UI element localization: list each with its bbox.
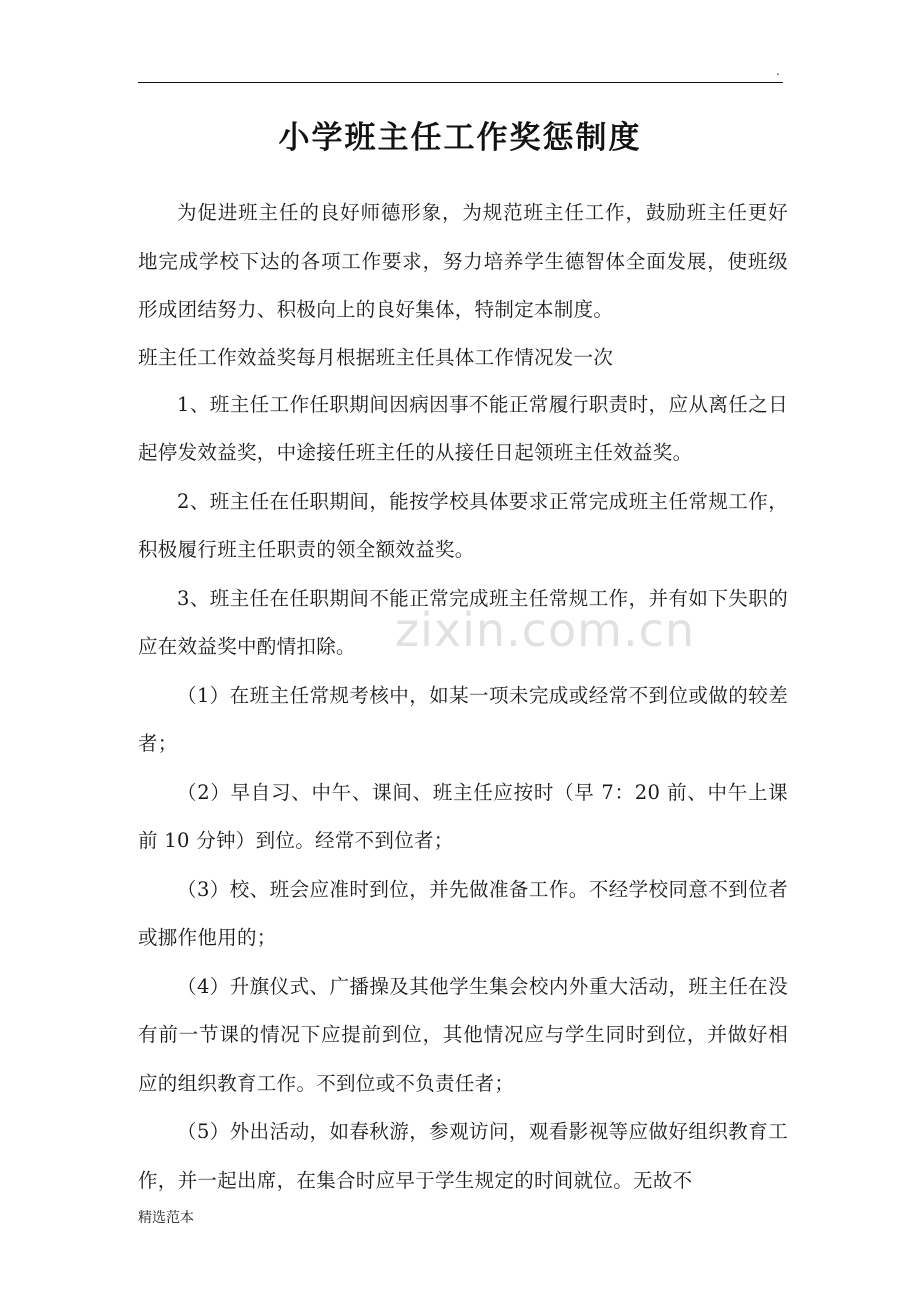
bonus-statement: 班主任工作效益奖每月根据班主任具体工作情况发一次	[138, 345, 614, 369]
item-2-paragraph: （2）早自习、中午、课间、班主任应按时（早 7：20 前、中午上课前 10 分钟）到位。经常不到位者；	[138, 780, 788, 852]
rule-3-paragraph: 3、班主任在任职期间不能正常完成班主任常规工作，并有如下失职的应在效益奖中酌情扣除。	[138, 586, 788, 658]
item-4-paragraph: （4）升旗仪式、广播操及其他学生集会校内外重大活动，班主任在没有前一节课的情况下应提前到位，其他情况应与学生同时到位，并做好相应的组织教育工作。不到位或不负责任者；	[138, 974, 788, 1095]
rule-1-paragraph: 1、班主任工作任职期间因病因事不能正常履行职责时，应从离任之日起停发效益奖，中途接任班主任的从接任日起领班主任效益奖。	[138, 392, 788, 464]
header-dot: .	[776, 64, 780, 78]
intro-paragraph: 为促进班主任的良好师德形象，为规范班主任工作，鼓励班主任更好地完成学校下达的各项工作要求，努力培养学生德智体全面发展，使班级形成团结努力、积极向上的良好集体，特制定本制度。	[138, 201, 788, 321]
footer-label: 精选范本	[138, 1210, 194, 1226]
rule-2-paragraph: 2、班主任在任职期间，能按学校具体要求正常完成班主任常规工作，积极履行班主任职责的领全额效益奖。	[138, 489, 788, 561]
item-3-paragraph: （3）校、班会应准时到位，并先做准备工作。不经学校同意不到位者或挪作他用的；	[138, 877, 788, 949]
document-title: 小学班主任工作奖惩制度	[278, 120, 642, 156]
document-body	[138, 189, 788, 1205]
header-rule	[138, 82, 783, 83]
item-5-paragraph: （5）外出活动，如春秋游，参观访问，观看影视等应做好组织教育工作，并一起出席，在集合时应早于学生规定的时间就位。无故不	[138, 1120, 788, 1192]
watermark: zixin.com.cn	[395, 603, 696, 657]
item-1-paragraph: （1）在班主任常规考核中，如某一项未完成或经常不到位或做的较差者；	[138, 683, 788, 755]
